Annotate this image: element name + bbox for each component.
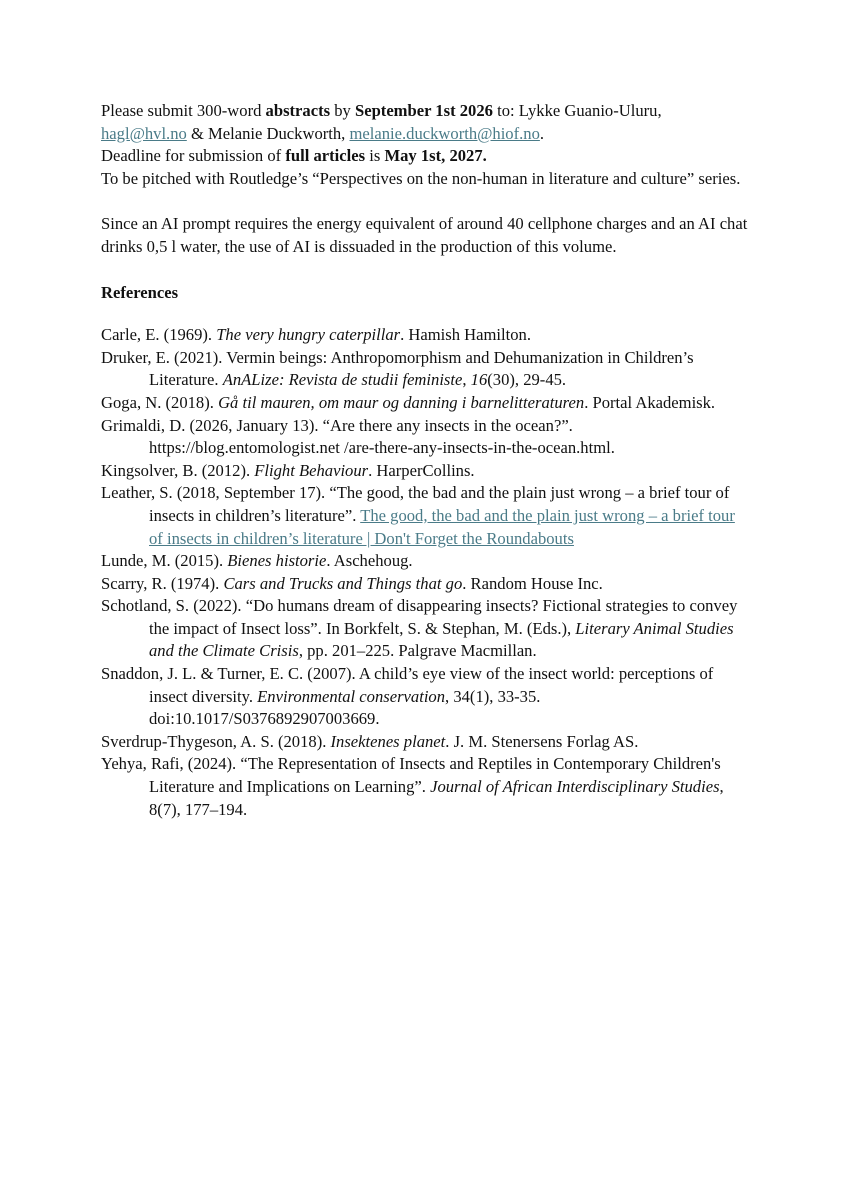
deadline-text: is [365,146,385,166]
abstracts-bold: abstracts [265,101,331,120]
reference-item: Schotland, S. (2022). “Do humans dream of disappearing insects? Fictional strategies to convey the impact of Insect loss”. In Borkfelt, S. & Stephan, M. (Eds.), Literary Animal Studies and the Climate Crisis, pp. 201–225. Palgrave Macmillan. [101,596,738,661]
ai-note-paragraph: Since an AI prompt requires the energy equivalent of around 40 cellphone charges and an AI chat drinks 0,5 l water, the use of AI is dissuaded in the production of this volume. [101,214,748,256]
reference-item: Carle, E. (1969). The very hungry caterpillar. Hamish Hamilton. [101,325,531,345]
reference-item: Kingsolver, B. (2012). Flight Behaviour. HarperCollins. [101,460,475,480]
reference-item: Lunde, M. (2015). Bienes historie. Aschehoug. [101,551,413,571]
email-link-hagl[interactable]: hagl@hvl.no [101,123,187,143]
intro-text: to: Lykke Guanio-Uluru, [492,101,662,120]
submission-paragraph [101,100,751,190]
reference-item: Grimaldi, D. (2026, January 13). “Are there any insects in the ocean?”. https://blog.entomologist.net /are-there-any-insects-in-the-ocean.html. [101,415,615,458]
reference-item: Leather, S. (2018, September 17). “The good, the bad and the plain just wrong – a brief tour of insects in children’s literature”. The good, the bad and the plain just wrong – a brief tour of insects in children’s literature | Don't Forget the Roundabouts [101,483,735,548]
abstract-deadline-bold: September 1st 2026 [354,101,493,120]
article-deadline-bold: May 1st, 2027. [384,146,487,166]
reference-link-roundabouts[interactable]: The good, the bad and the plain just wrong – a brief tour of insects in children’s literature | Don't Forget the Roundabouts [149,505,735,548]
deadline-text: Deadline for submission of [101,146,286,166]
intro-text: . [539,123,545,143]
intro-text: & Melanie Duckworth, [186,123,350,143]
reference-item: Yehya, Rafi, (2024). “The Representation of Insects and Reptiles in Contemporary Children's Literature and Implications on Learning”. Journal of African Interdisciplinary Studies, 8(7), 177–194. [101,754,724,819]
document-page [101,100,751,821]
email-link-duckworth[interactable]: melanie.duckworth@hiof.no [349,123,540,143]
intro-text: by [330,101,355,120]
reference-item: Sverdrup-Thygeson, A. S. (2018). Insektenes planet. J. M. Stenersens Forlag AS. [101,731,639,751]
reference-item: Druker, E. (2021). Vermin beings: Anthropomorphism and Dehumanization in Children’s Literature. AnALize: Revista de studii feministe, 16(30), 29-45. [101,347,694,390]
series-text: To be pitched with Routledge’s “Perspectives on the non-human in literature and culture” series. [101,168,741,188]
references-heading: References [101,282,179,302]
reference-item: Snaddon, J. L. & Turner, E. C. (2007). A child’s eye view of the insect world: perceptions of insect diversity. Environmental conservation, 34(1), 33-35. doi:10.1017/S0376892907003669. [101,664,714,729]
full-articles-bold: full articles [285,146,366,166]
references-list [101,324,751,821]
reference-item: Goga, N. (2018). Gå til mauren, om maur og danning i barnelitteraturen. Portal Akademisk. [101,392,716,412]
reference-item: Scarry, R. (1974). Cars and Trucks and Things that go. Random House Inc. [101,573,603,593]
intro-text: Please submit 300-word [101,101,266,120]
